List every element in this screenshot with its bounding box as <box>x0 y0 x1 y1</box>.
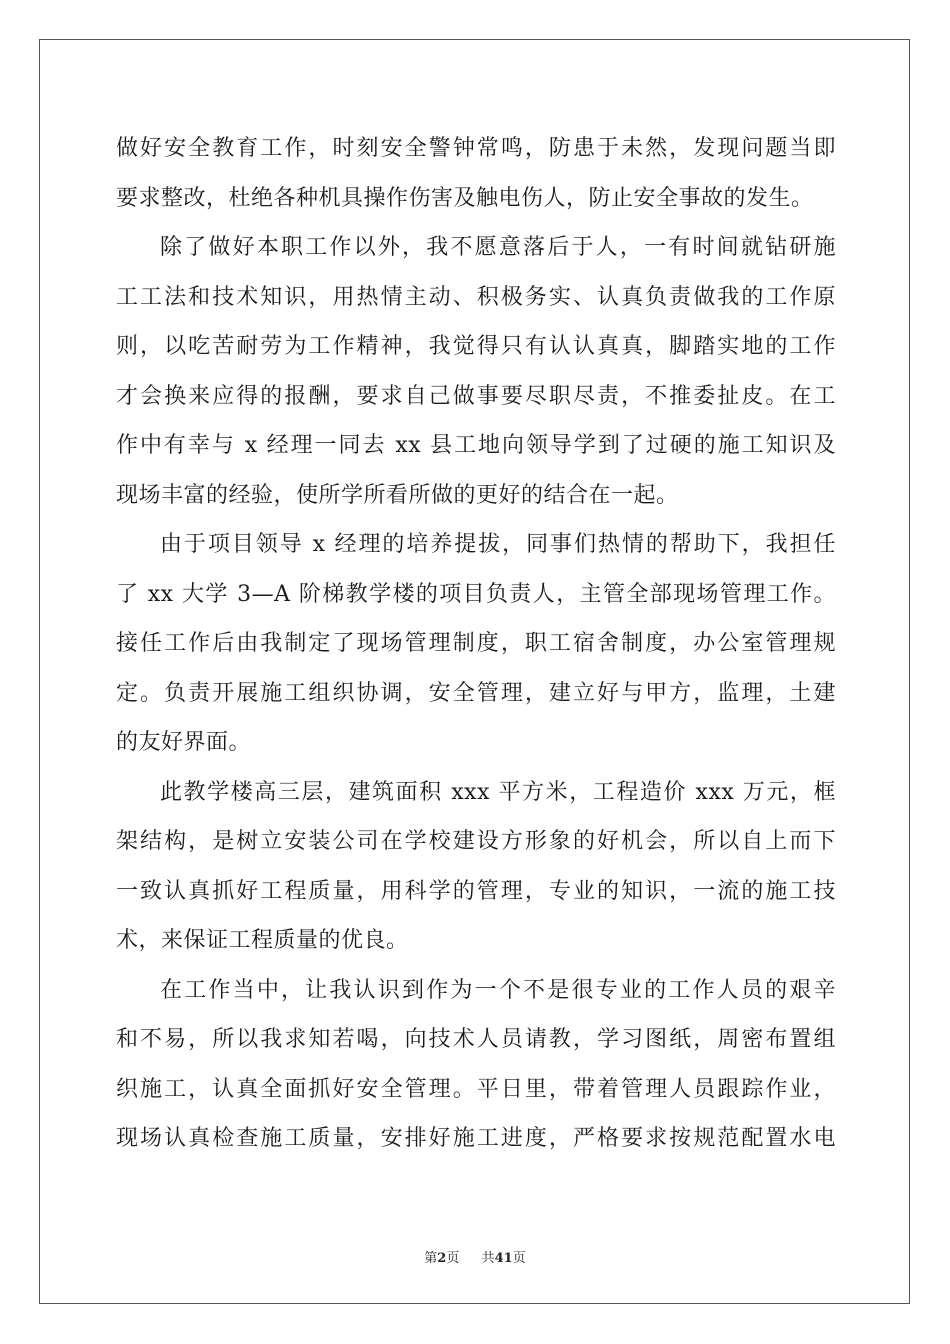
text-line: 的友好界面。 <box>116 730 252 755</box>
text-line: 现场丰富的经验，使所学所看所做的更好的结合在一起。 <box>116 482 679 508</box>
text-line: 术，来保证工程质量的优良。 <box>116 928 409 953</box>
page-footer <box>0 1247 950 1266</box>
text-line: 作中有幸与 x 经理一同去 xx 县工地向领导学到了过硬的施工知识及 <box>116 433 836 458</box>
text-line: 要求整改，杜绝各种机具操作伤害及触电伤人，防止安全事故的发生。 <box>116 185 814 211</box>
text-line: 工工法和技术知识，用热情主动、积极务实、认真负责做我的工作原 <box>116 284 836 310</box>
total-suffix: 页 <box>512 1251 526 1266</box>
text-line: 除了做好本职工作以外，我不愿意落后于人，一有时间就钻研施 <box>160 235 836 260</box>
text-line: 做好安全教育工作，时刻安全警钟常鸣，防患于未然，发现问题当即 <box>116 136 836 161</box>
text-line: 定。负责开展施工组织协调，安全管理，建立好与甲方，监理，土建 <box>116 680 836 706</box>
paragraph <box>116 768 836 966</box>
paragraph <box>116 124 836 223</box>
text-line: 一致认真抓好工程质量，用科学的管理，专业的知识，一流的施工技 <box>116 878 836 904</box>
text-line: 架结构，是树立安装公司在学校建设方形象的好机会，所以自上而下 <box>116 829 836 854</box>
text-line: 织施工，认真全面抓好安全管理。平日里，带着管理人员跟踪作业， <box>116 1076 836 1102</box>
paragraph <box>116 223 836 520</box>
text-line: 则，以吃苦耐劳为工作精神，我觉得只有认认真真，脚踏实地的工作 <box>116 334 836 359</box>
text-line: 在工作当中，让我认识到作为一个不是很专业的工作人员的艰辛 <box>160 977 836 1003</box>
text-line: 和不易，所以我求知若喝，向技术人员请教，学习图纸，周密布置组 <box>116 1027 836 1052</box>
total-pages: 41 <box>494 1251 513 1266</box>
text-line: 此教学楼高三层，建筑面积 xxx 平方米，工程造价 xxx 万元，框 <box>160 779 836 805</box>
total-prefix: 共 <box>481 1251 495 1266</box>
paragraph <box>116 966 836 1164</box>
page-prefix: 第 <box>424 1251 438 1266</box>
page-suffix: 页 <box>446 1251 460 1266</box>
paragraph <box>116 520 836 768</box>
document-body <box>116 124 836 1164</box>
text-line: 接任工作后由我制定了现场管理制度，职工宿舍制度，办公室管理规 <box>116 631 836 656</box>
text-line: 由于项目领导 x 经理的培养提拔，同事们热情的帮助下，我担任 <box>160 532 836 557</box>
text-line: 才会换来应得的报酬，要求自己做事要尽职尽责，不推委扯皮。在工 <box>116 383 836 409</box>
page-number: 2 <box>437 1251 447 1266</box>
text-line: 了 xx 大学 3—A 阶梯教学楼的项目负责人，主管全部现场管理工作。 <box>116 581 836 607</box>
text-line: 现场认真检查施工质量，安排好施工进度，严格要求按规范配置水电 <box>116 1126 836 1151</box>
